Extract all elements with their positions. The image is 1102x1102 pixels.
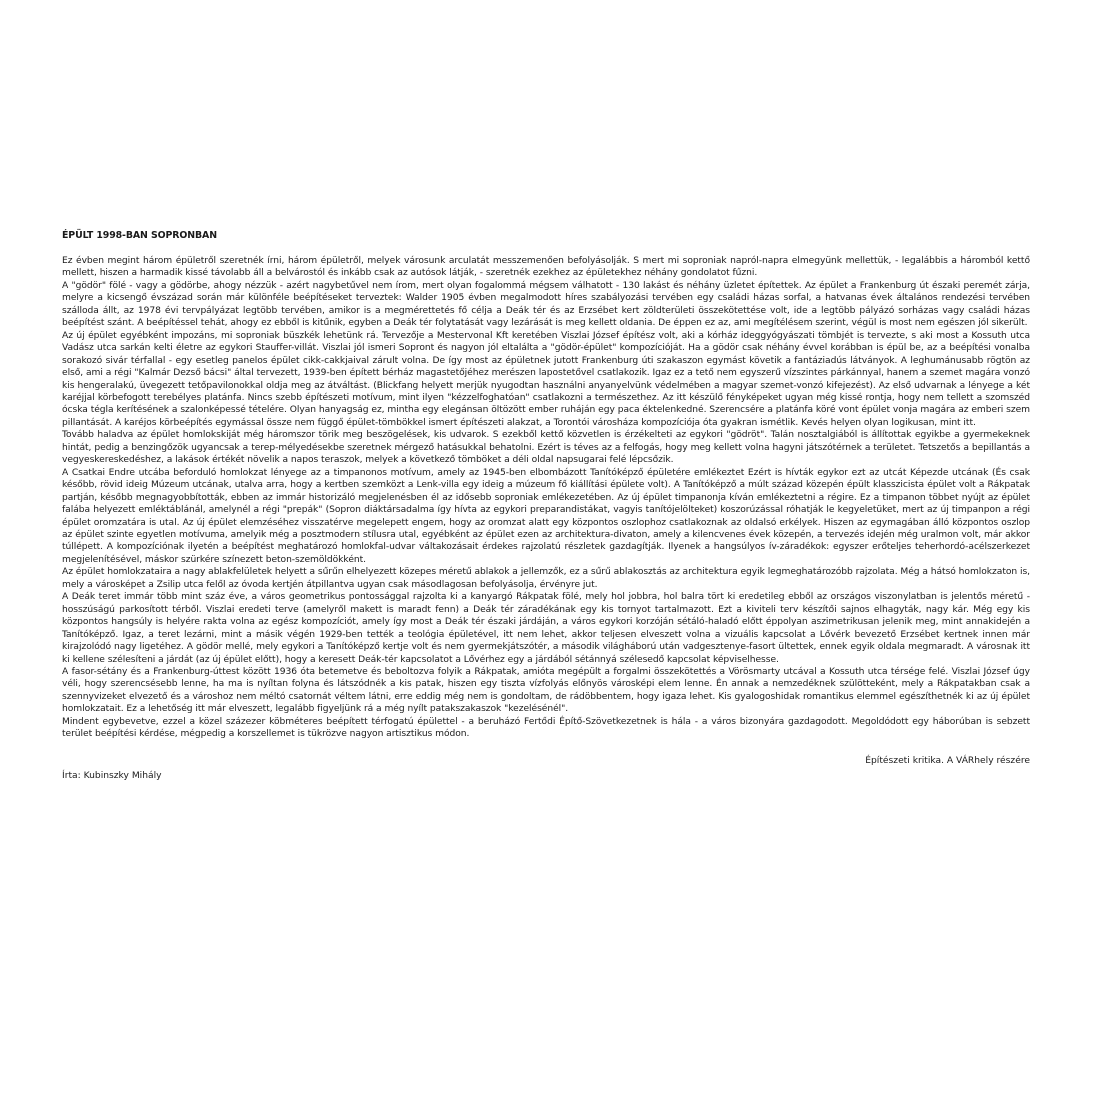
paragraph: Ez évben megint három épületről szeretnék írni, három épületről, melyek városunk arculatát messzemenően befolyásolják. S mert mi soproniak napról-napra elmegyünk mellettük, - legalábbis a háromból kettő mellett, hiszen a harmadik kissé távolabb áll a belvárostól és inkább csak az autósok látják, - szeretnék ezekhez az épületekhez néhány gondolatot fűzni. — [62, 256, 1030, 279]
paragraph: Mindent egybevetve, ezzel a közel százezer köbméteres beépített térfogatú épülettel - a beruházó Fertődi Építő-Szövetkezetnek is hála - a város bizonyára gazdagodott. Megoldódott egy háborúban is sebzett terület beépítési kérdése, mégpedig a korszellemet is tükrözve nagyon artisztikus módon. — [62, 716, 1030, 740]
paragraph: Az épület homlokzataira a nagy ablakfelületek helyett a sűrűn elhelyezett közepes méretű ablakok a jellemzők, ez a sűrű ablakosztás az architektura egyik legmeghatározóbb rajzolata. Még a hátsó homlokzaton is, mely a városképet a Zsilip utca felől az óvoda kertjén átpillantva ugyan csak másodlagosan befolyásolja, érvényre jut. — [62, 567, 1030, 590]
article-title: ÉPÜLT 1998-BAN SOPRONBAN — [62, 230, 217, 241]
paragraph: A fasor-sétány és a Frankenburg-úttest között 1936 óta betemetve és beboltozva folyik a Rákpatak, amióta megépült a forgalmi összekötettés a Vörösmarty utcával a Kossuth utca térsége felé. Viszlai József úgy véli, hogy szerencsésebb lenne, ha ma is nyíltan folyna és látszódnék a kis patak, hiszen egy tiszta vízfolyás előnyös városképi elem lenne. Én annak a nemzedéknek szülötteként, mely a Rákpatakban csak a szennyvizeket elvezető és a városhoz nem méltó csatornát véltem látni, erre eddig még nem is gondoltam, de rádöbbentem, hogy igaza lehet. Kis gyalogoshidak romantikus elemmel egészíthetnék ki az új épület homlokzatait. Ez a lehetőség itt már elveszett, legalább figyeljünk rá a még nyílt patakszakaszok "kezelésénél". — [62, 666, 1030, 715]
paragraph: A Csatkai Endre utcába beforduló homlokzat lényege az a timpanonos motívum, amely az 1945-ben elbombázott Tanítóképző épületére emlékeztet Ezért is hívták egykor ezt az utcát Képezde utcának (És csak később, rövid ideig Múzeum utcának, utalva arra, hogy a kertben szemközt a Lenk-villa egy ideig a múzeum fő kiállítási épülete volt). A Tanítóképző a múlt század közepén épült klasszicista épület volt a Rákpatak partján, később megnagyobbították, ebben az immár historizáló megjelenésben él az idősebb soproniak emlékezetében. Az új épület timpanonja kíván emlékeztetni a régire. Ez a timpanon többet nyújt az épület falába helyezett emléktáblánál, amelynél a régi "prepák" (Sopron diáktársadalma így hívta az egykori preparandistákat, vagyis tanítójelölteket) koszorúzással róhatják le kegyeletüket, mert az új timpanpon a régi épület oromzatára is utal. Az új épület elemzéséhez visszatérve megelepett engem, hogy az oromzat alatt egy központos oszlophoz csatlakoznak az oldalsó erkélyek. Hiszen az egymagában álló központos oszlop az épület szinte egyetlen motívuma, amelyik még a posztmodern stílusra utal, egyébként az épület ezen az architektura-divaton, amely a kilencvenes évek közepén, a tervezés idején még uralmon volt, már akkor túllépett. A kompozíciónak ilyetén a beépítést meghatározó homlokfal-udvar váltakozásait érdekes rajzolatú részletek gazdagítják. Ilyenek a hangsúlyos ív-záradékok: egyszer erőteljes teherhordó-acélszerkezet megjelenítésével, máskor szürkére színezett beton-szemöldökként. — [62, 467, 1030, 565]
paragraph: Tovább haladva az épület homlokskiját még háromszor törik meg beszögelések, kis udvarok. S ezekből kettő közvetlen is érzékelteti az egykori "gödröt". Talán nosztalgiából is állítottak egyikbe a gyermekeknek hintát, pedig a benzingőzök ugyancsak a terep-mélyedésekbe szeretnek mérgező hatásukkal behatolni. Ezért is téves az a felfogás, hogy meg kellett volna hagyni játszótérnek a területet. Tetszetős a bepillantás a vegyeskereskedéshez, a lakások értékét növelik a napos teraszok, melyek a következő tömböket a déli oldal napsugarai felé lépcsőzik. — [62, 430, 1030, 466]
paragraph: Az új épület egyébként impozáns, mi soproniak büszkék lehetünk rá. Tervezője a Mestervonal Kft keretében Viszlai József építész volt, aki a kórház ideggyógyászati tömbjét is tervezte, s aki most a Kossuth utca Vadász utca sarkán kelti életre az egykori Stauffer-villát. Viszlai jól ismeri Sopront és nagyon jól eltalálta a "gödör-épület" kompozícióját. Ha a gödör csak néhány évvel korábban is épül be, az a beépítési vonalba sorakozó sivár térfallal - egy esetleg panelos épület cikk-cakkjaival zárult volna. De így most az épületnek jutott Frankenburg úti szakaszon egymást követik a fantáziadús látványok. A leghumánusabb rögtön az első, ami a régi "Kalmár Dezső bácsi" által tervezett, 1939-ben épített bérház magastetőjéhez merészen lapostetővel csatlakozik. Igaz ez a tető nem egyszerű vízszintes párkánnyal, hanem a szemet magára vonzó kis hengeralakú, üvegezett tetőpavilonokkal oldja meg az átváltást. (Blickfang helyett merjük nyugodtan használni anyanyelvünk védelmében a magyar szemet-vonzó kifejezést). Az első udvarnak a lényege a két karéjjal körbefogott terebélyes platánfa. Nincs szebb építészeti motívum, mint ilyen "kézzelfoghatóan" csatlakozni a természethez. Az itt készülő fényképeket ugyan még kissé rontja, hogy nem tellett a szomszéd ócska tégla kerítésének a szalonképessé tételére. Olyan hanyagság ez, mintha egy elegánsan öltözött ember ruháján egy paca éktelenkedné. Szerencsére a platánfa köré vont épület vonja magára az emberi szem pillantását. A karéjos körbeépítés egymással össze nem függő épület-tömbökkel ismert építészeti alakzat, a Torontói városháza kompozíciója óta gyakran ismétlik. Kevés helyen olyan logikusan, mint itt. — [62, 330, 1030, 428]
article — [62, 230, 1030, 782]
source-note: Építészeti kritika. A VÁRhely részére — [865, 755, 1030, 766]
author-line: Írta: Kubinszky Mihály — [62, 770, 162, 781]
paragraph: A "gödör" fölé - vagy a gödörbe, ahogy nézzük - azért nagybetűvel nem írom, mert olyan fogalommá mégsem válhatott - 130 lakást és néhány üzletet építettek. Az épület a Frankenburg út északi peremét zárja, melyre a kicsengő évszázad során már különféle beépítéseket terveztek: Walder 1905 évben megalmodott híres szabályozási tervében egy családi házas sorfal, a hatvanas évek általános rendezési tervében szálloda állt, az 1978 évi tervpályázat legtöbb tervében, amikor is a megmérettetés fő célja a Deák tér és az Erzsébet kert zöldterületi összekötettése volt, ide a legtöbb pályázó sorházas vagy családi házas beépítést szánt. A beépítéssel tehát, ahogy ez ebből is kitűnik, egyben a Deák tér folytatását vagy lezárását is meg kellett oldania. De éppen ez az, ami megítélésem szerint, végül is most nem egészen jól sikerült. — [62, 280, 1030, 329]
paragraph: A Deák teret immár több mint száz éve, a város geometrikus pontossággal rajzolta ki a kanyargó Rákpatak fölé, mely hol jobbra, hol balra tört ki eredetileg ebből az országos viszonylatban is jelentős méretű - hosszúságú parkosított térből. Viszlai eredeti terve (amelyről makett is maradt fenn) a Deák tér záradékának egy kis tornyot tartalmazott. Ezt a kiviteli terv készítői sajnos elhagyták, nagy kár. Még egy kis központos hangsúly is helyére rakta volna az egész kompozíciót, amely így most a Deák tér északi járdáján, a város egykori korzóján sétáló-haladó előtt éppolyan aszimetrikusan jelenik meg, mint annakidején a Tanítóképző. Igaz, a teret lezárni, mint a másik végén 1929-ben tették a teológia épületével, itt nem lehet, akkor teljesen elveszett volna a vizuális kapcsolat a Lővérk bevezető Erzsébet kertnek innen már kirajzolódó nagy ligetéhez. A gödör mellé, mely egykori a Tanítóképző kertje volt és nem gyermekjátszótér, a második világháború után vadgesztenye-fasort ültettek, ennek egyik oldala megmaradt. A városnak itt ki kellene szélesíteni a járdát (az új épület előtt), hogy a keresett Deák-tér kapcsolatot a Lővérhez egy a járdából sétánnyá szélesedő kapcsolat képviselhesse. — [62, 592, 1030, 665]
article-body — [62, 255, 1030, 741]
